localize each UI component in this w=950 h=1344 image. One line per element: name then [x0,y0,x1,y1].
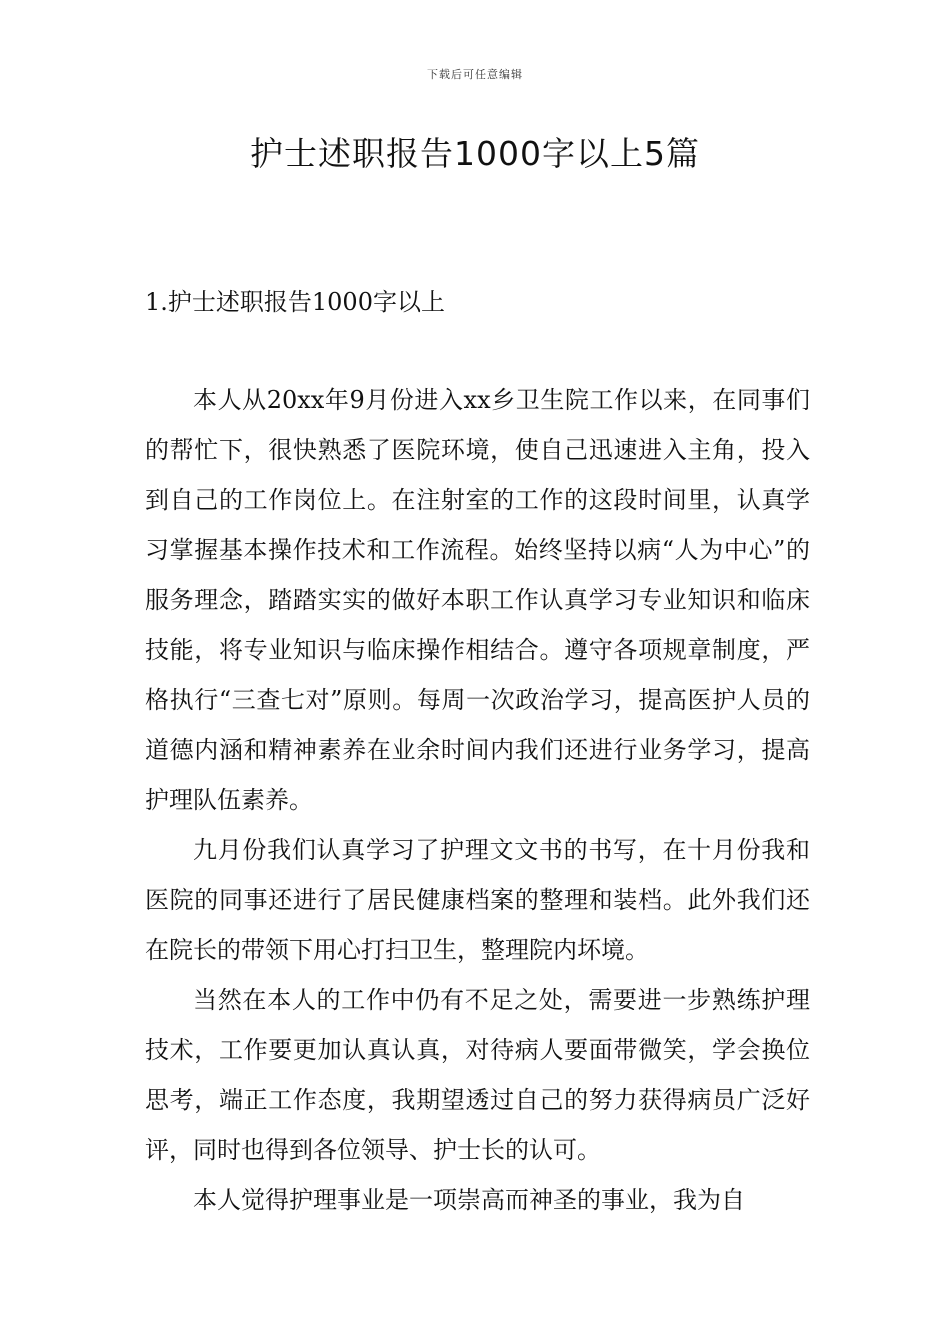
paragraph-1: 本人从20xx年9月份进入xx乡卫生院工作以来，在同事们的帮忙下，很快熟悉了医院环境，使自己迅速进入主角，投入到自己的工作岗位上。在注射室的工作的这段时间里，认真学习掌握基本操作技术和工作流程。始终坚持以病“人为中心”的服务理念，踏踏实实的做好本职工作认真学习专业知识和临床技能，将专业知识与临床操作相结合。遵守各项规章制度，严格执行“三查七对”原则。每周一次政治学习，提高医护人员的道德内涵和精神素养在业余时间内我们还进行业务学习，提高护理队伍素养。 [145,386,810,814]
paragraph-2: 九月份我们认真学习了护理文文书的书写，在十月份我和医院的同事还进行了居民健康档案的整理和装档。此外我们还在院长的带领下用心打扫卫生，整理院内坏境。 [145,836,810,964]
paragraph-4: 本人觉得护理事业是一项崇高而神圣的事业，我为自 [193,1186,745,1214]
header-note: 下载后可任意编辑 [427,68,523,81]
section-heading: 1.护士述职报告1000字以上 [145,288,445,316]
document-body [145,375,810,1225]
paragraph-3: 当然在本人的工作中仍有不足之处，需要进一步熟练护理技术，工作要更加认真认真，对待病人要面带微笑，学会换位思考，端正工作态度，我期望透过自己的努力获得病员广泛好评，同时也得到各位领导、护士长的认可。 [145,986,810,1164]
document-title: 护士述职报告1000字以上5篇 [250,134,700,173]
